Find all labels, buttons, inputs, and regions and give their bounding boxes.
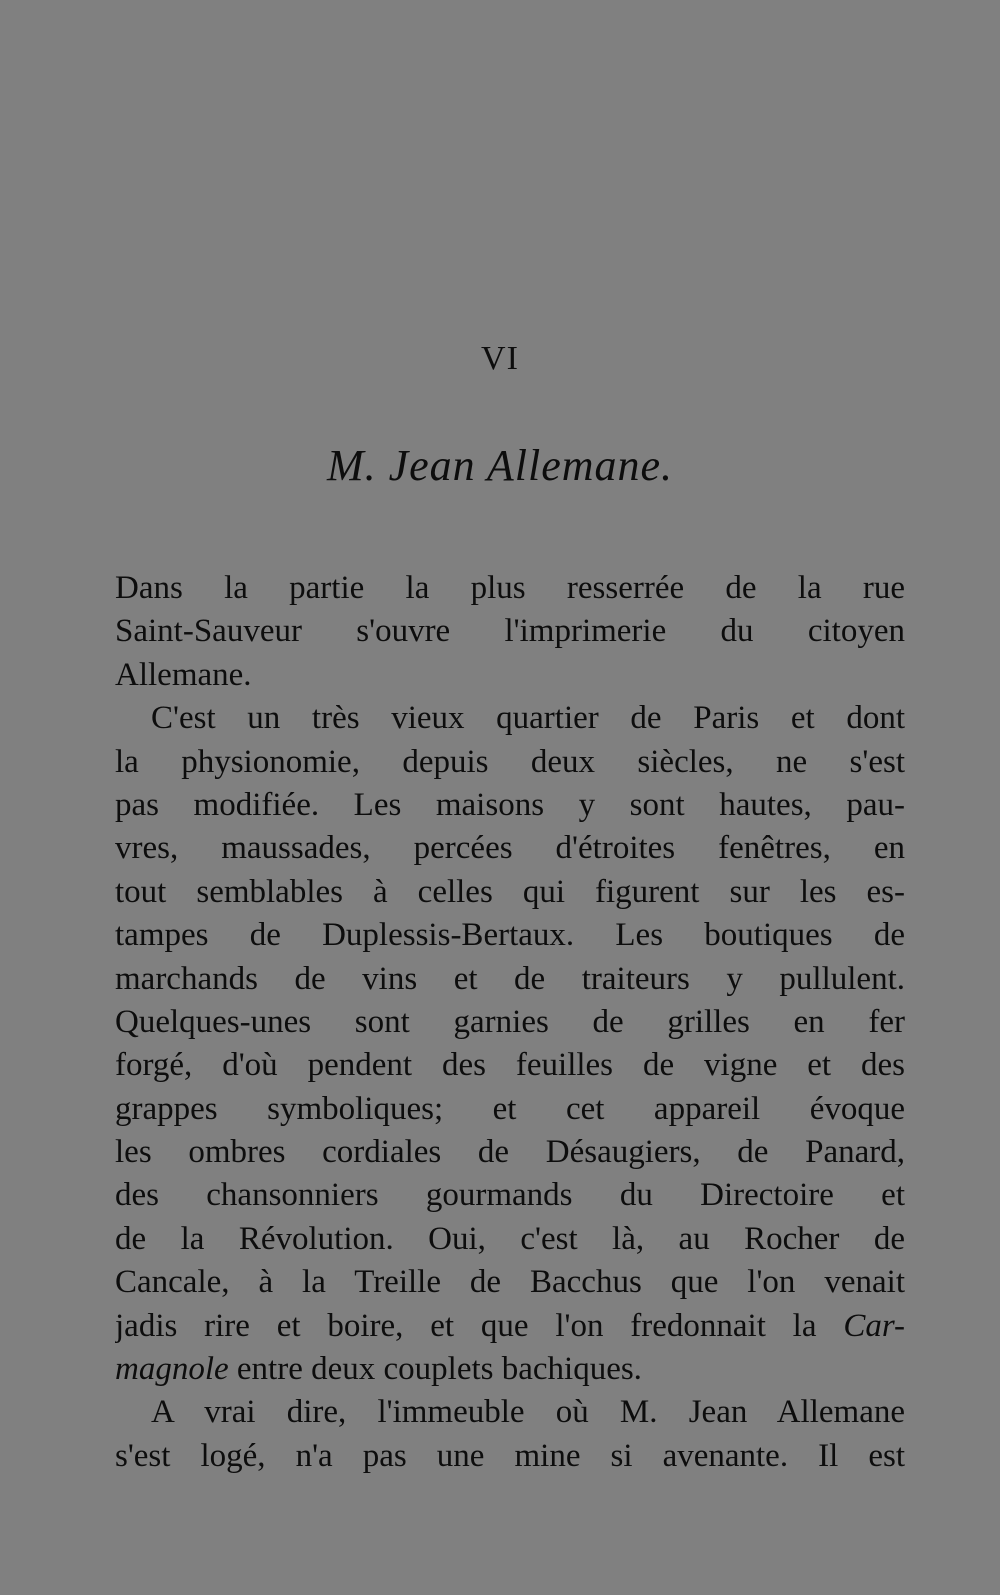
text-line: Allemane.: [115, 656, 252, 693]
text-line: tampes de Duplessis-Bertaux. Les boutiques de: [115, 917, 905, 954]
text-line: des chansonniers gourmands du Directoire et: [115, 1177, 905, 1214]
text-line: la physionomie, depuis deux siècles, ne s'est: [115, 743, 905, 780]
body-text: [115, 567, 905, 1478]
text-line: Quelques-unes sont garnies de grilles en fer: [115, 1003, 905, 1040]
text-line: [115, 1305, 905, 1348]
text-segment: entre deux couplets bachiques.: [236, 1351, 642, 1388]
text-line: vres, maussades, percées d'étroites fenêtres, en: [115, 830, 905, 867]
text-line: pas modifiée. Les maisons y sont hautes, pau-: [115, 786, 905, 823]
text-line: grappes symboliques; et cet appareil évoque: [115, 1090, 905, 1127]
text-segment: jadis rire et boire, et que l'on fredonnait la: [115, 1307, 817, 1344]
text-line: forgé, d'où pendent des feuilles de vigne et des: [115, 1047, 905, 1084]
chapter-number: VI: [481, 340, 519, 377]
text-line: tout semblables à celles qui figurent sur les es-: [115, 873, 905, 910]
italic-word: Car-: [843, 1307, 905, 1344]
text-line: marchands de vins et de traiteurs y pullulent.: [115, 960, 905, 997]
text-line: les ombres cordiales de Désaugiers, de Panard,: [115, 1134, 905, 1171]
text-line: s'est logé, n'a pas une mine si avenante. Il est: [115, 1437, 905, 1474]
italic-word: magnole: [115, 1351, 229, 1388]
text-line: [115, 1348, 905, 1391]
text-line: de la Révolution. Oui, c'est là, au Rocher de: [115, 1220, 905, 1257]
text-line: C'est un très vieux quartier de Paris et dont: [151, 700, 905, 737]
text-line: Cancale, à la Treille de Bacchus que l'on venait: [115, 1264, 905, 1301]
text-line: A vrai dire, l'immeuble où M. Jean Allemane: [151, 1394, 905, 1431]
text-line: Saint-Sauveur s'ouvre l'imprimerie du citoyen: [115, 613, 905, 650]
text-line: Dans la partie la plus resserrée de la rue: [115, 570, 905, 606]
chapter-title: M. Jean Allemane.: [326, 441, 674, 490]
